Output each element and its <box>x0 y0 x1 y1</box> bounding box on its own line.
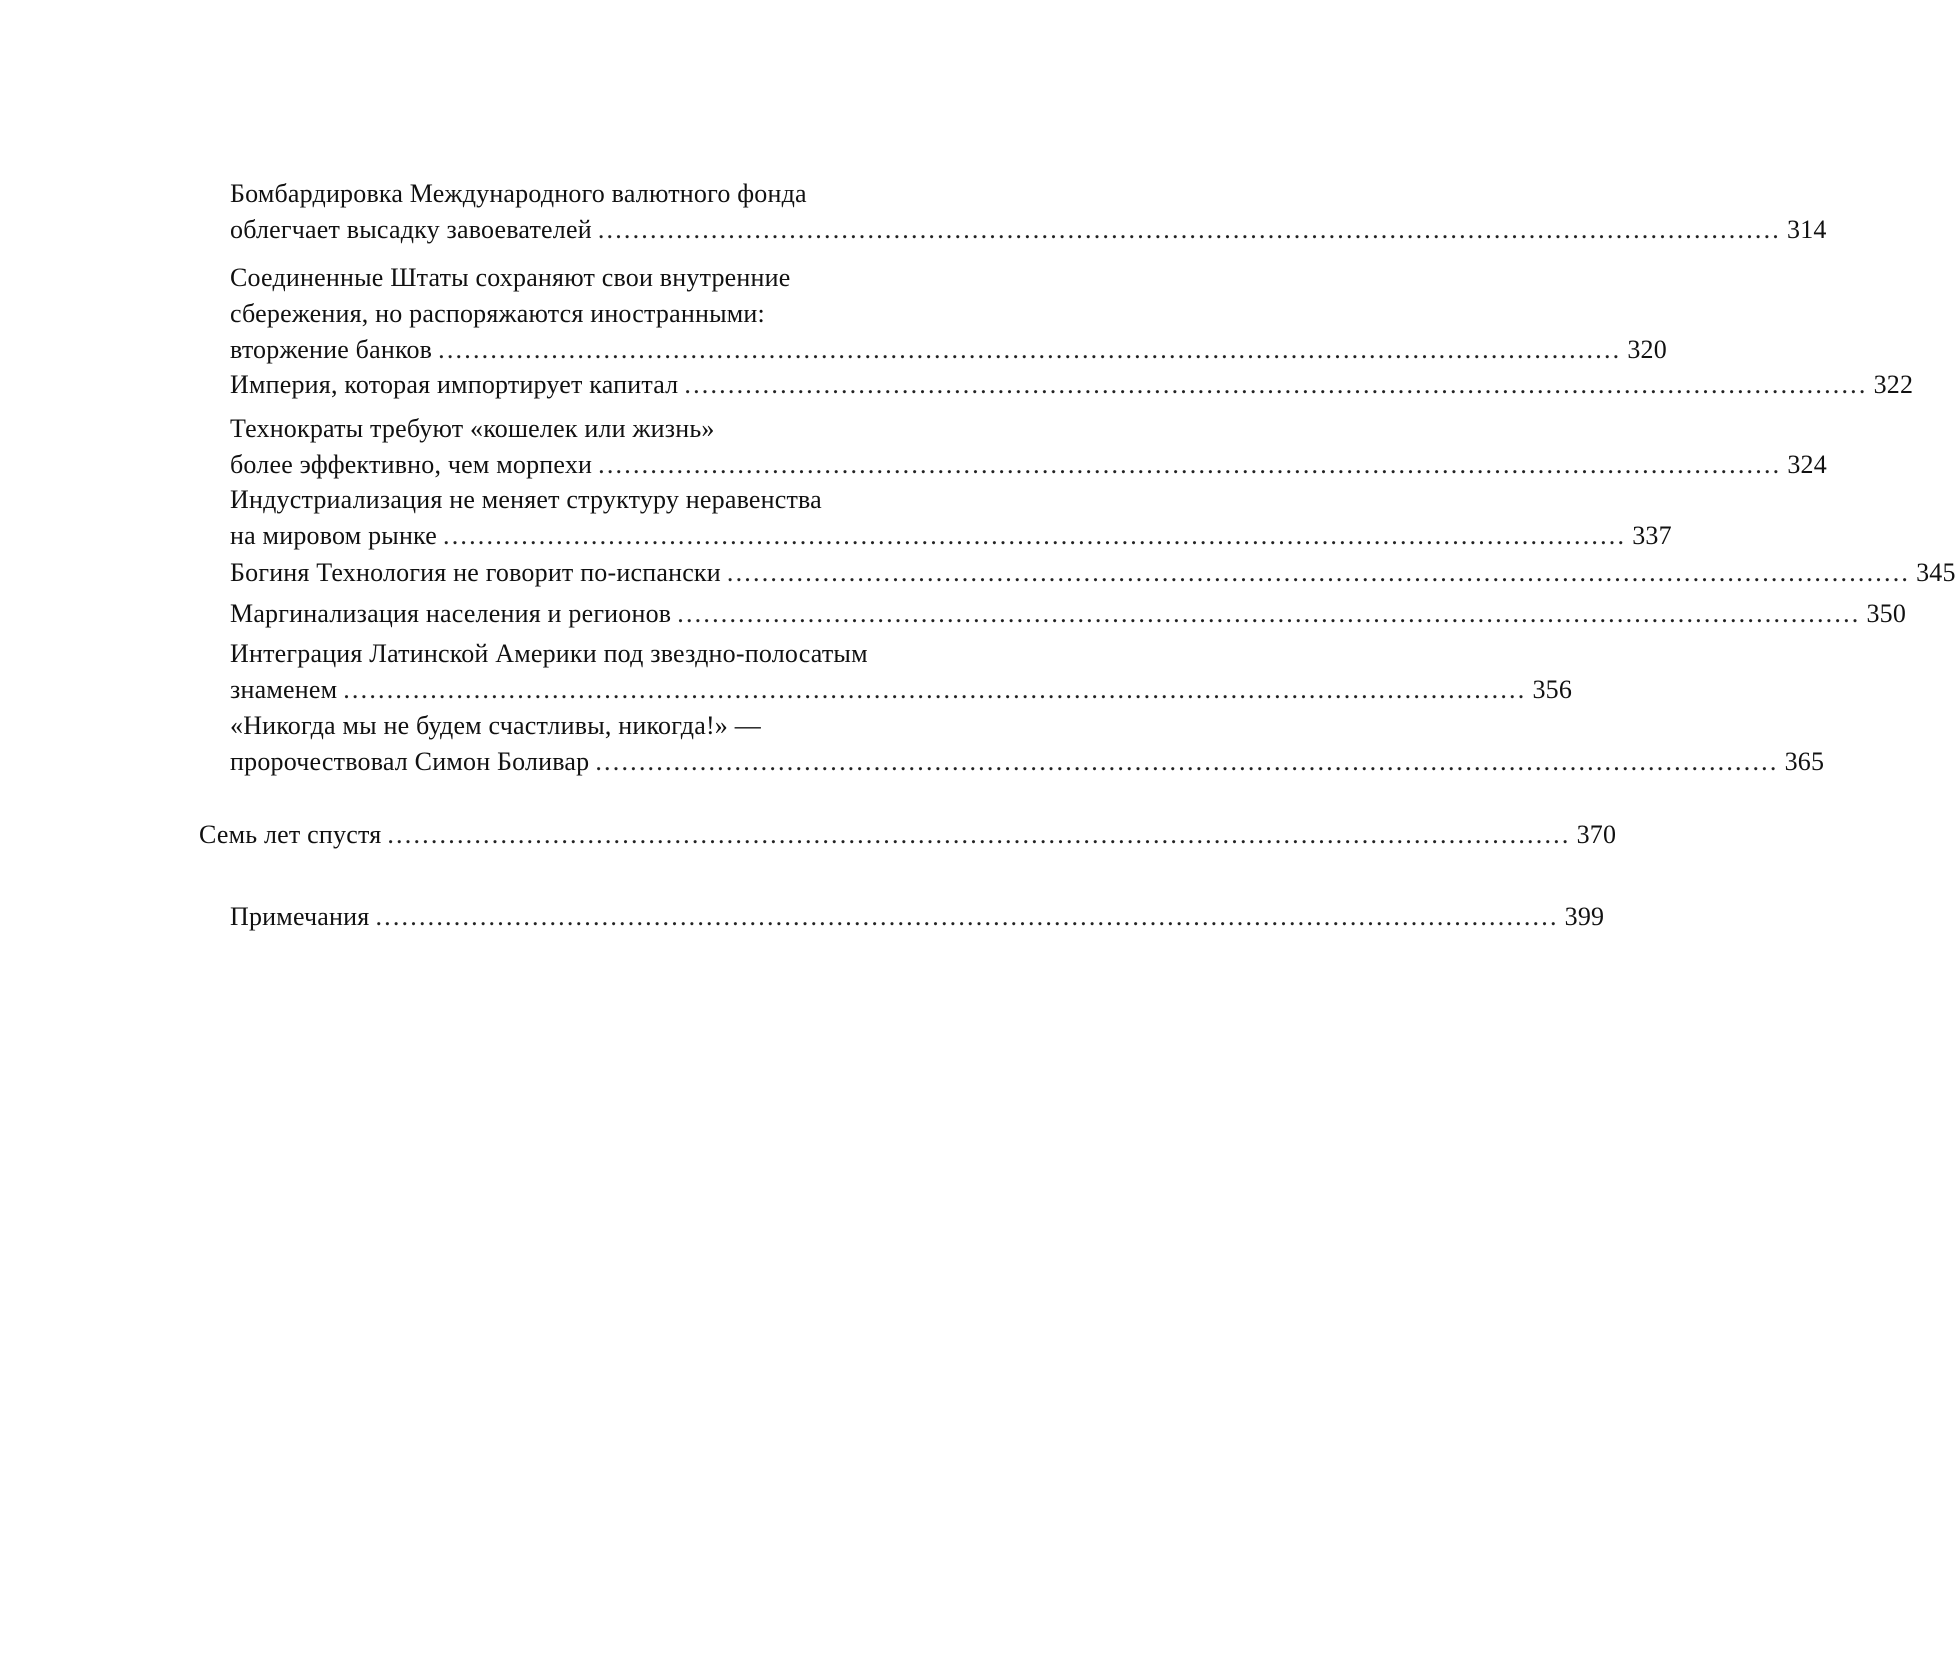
toc-entry-title-line: Бомбардировка Международного валютного фонда <box>230 179 807 208</box>
page-number: 365 <box>1784 747 1825 776</box>
dot-leader: ........................................................................................................................................ <box>598 450 1782 479</box>
toc-entry-last-line <box>230 212 1827 248</box>
toc-entry-last-line <box>199 817 1617 853</box>
dot-leader: ........................................................................................................................................ <box>438 335 1622 364</box>
toc-entry-last-line <box>230 672 1573 708</box>
toc-entry-title-line: Империя, которая импортирует капитал <box>230 370 679 399</box>
toc-entry-title-line: Индустриализация не меняет структуру неравенства <box>230 485 822 514</box>
toc-entry-title-line: Богиня Технология не говорит по-испански <box>230 558 721 587</box>
toc-entry-title-line: Семь лет спустя <box>199 820 382 849</box>
toc-entry-title-line: облегчает высадку завоевателей <box>230 215 592 244</box>
dot-leader: ........................................................................................................................................ <box>375 902 1559 931</box>
toc-entry-last-line <box>230 447 1827 483</box>
page-number: 314 <box>1787 215 1827 244</box>
toc-entry-last-line <box>230 555 1956 591</box>
dot-leader: ........................................................................................................................................ <box>677 599 1861 628</box>
dot-leader: ........................................................................................................................................ <box>595 747 1779 776</box>
dot-leader: ........................................................................................................................................ <box>443 521 1627 550</box>
page-number: 337 <box>1632 521 1672 550</box>
toc-entry-title-line: «Никогда мы не будем счастливы, никогда!» — <box>230 711 761 740</box>
toc-entry-title-line: более эффективно, чем морпехи <box>230 450 593 479</box>
dot-leader: ........................................................................................................................................ <box>343 675 1527 704</box>
toc-entry-title-line: Соединенные Штаты сохраняют свои внутренние <box>230 263 791 292</box>
toc-entry-title-line: Интеграция Латинской Америки под звездно-полосатым <box>230 639 868 668</box>
toc-entry-title-line: пророчествовал Симон Боливар <box>230 747 590 776</box>
toc-entry-last-line <box>230 899 1605 935</box>
toc-entry-title-line: на мировом рынке <box>230 521 437 550</box>
page-number: 322 <box>1873 370 1914 399</box>
toc-entry-title-line: Маргинализация населения и регионов <box>230 599 672 628</box>
page-number: 350 <box>1866 599 1907 628</box>
dot-leader: ........................................................................................................................................ <box>597 215 1782 244</box>
toc-entry-title-line: сбережения, но распоряжаются иностранными: <box>230 299 765 328</box>
toc-entry-last-line <box>230 744 1825 780</box>
toc-entry-last-line <box>230 332 1667 368</box>
page-number: 356 <box>1532 675 1573 704</box>
page-number: 324 <box>1787 450 1827 479</box>
dot-leader: ........................................................................................................................................ <box>684 370 1868 399</box>
page-number: 345 <box>1916 558 1956 587</box>
dot-leader: ........................................................................................................................................ <box>387 820 1571 849</box>
page-number: 320 <box>1627 335 1667 364</box>
toc-entry-last-line <box>230 596 1907 632</box>
toc-entry-title-line: вторжение банков <box>230 335 433 364</box>
dot-leader: ........................................................................................................................................ <box>726 558 1911 587</box>
toc-entry-last-line <box>230 367 1914 403</box>
toc-entry-title-line: Примечания <box>230 902 370 931</box>
page-number: 399 <box>1564 902 1605 931</box>
toc-entry-title-line: знаменем <box>230 675 338 704</box>
toc-entry-last-line <box>230 518 1672 554</box>
toc-entry-title-line: Технократы требуют «кошелек или жизнь» <box>230 414 715 443</box>
page-number: 370 <box>1576 820 1617 849</box>
